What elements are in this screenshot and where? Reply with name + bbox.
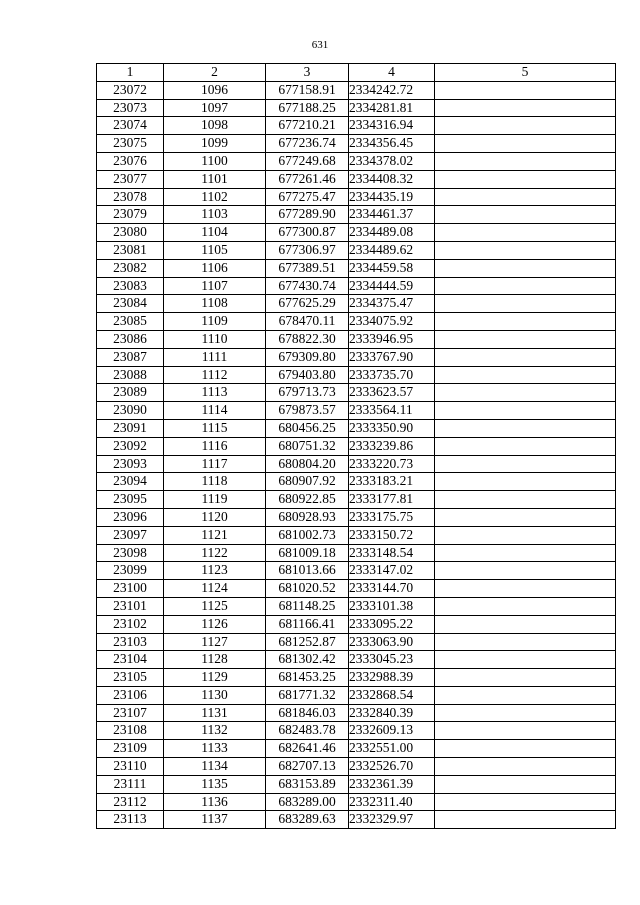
- row-id-cell: 23110: [97, 758, 164, 776]
- y-coordinate-cell: 2332361.39: [349, 775, 435, 793]
- point-number-cell: 1111: [164, 348, 266, 366]
- x-coordinate-cell: 682641.46: [266, 740, 349, 758]
- y-coordinate-cell: 2333735.70: [349, 366, 435, 384]
- x-coordinate-cell: 681453.25: [266, 669, 349, 687]
- y-coordinate-cell: 2333175.75: [349, 508, 435, 526]
- point-number-cell: 1103: [164, 206, 266, 224]
- point-number-cell: 1132: [164, 722, 266, 740]
- table-row: [97, 348, 616, 366]
- note-cell: [435, 224, 616, 242]
- note-cell: [435, 633, 616, 651]
- row-id-cell: 23107: [97, 704, 164, 722]
- point-number-cell: 1109: [164, 313, 266, 331]
- row-id-cell: 23074: [97, 117, 164, 135]
- point-number-cell: 1122: [164, 544, 266, 562]
- x-coordinate-cell: 678822.30: [266, 330, 349, 348]
- column-header-2: 2: [164, 64, 266, 82]
- table-row: [97, 330, 616, 348]
- table-row: [97, 562, 616, 580]
- note-cell: [435, 366, 616, 384]
- table-row: [97, 277, 616, 295]
- note-cell: [435, 206, 616, 224]
- note-cell: [435, 491, 616, 509]
- table-row: [97, 740, 616, 758]
- note-cell: [435, 704, 616, 722]
- x-coordinate-cell: 682707.13: [266, 758, 349, 776]
- point-number-cell: 1112: [164, 366, 266, 384]
- table-row: [97, 669, 616, 687]
- x-coordinate-cell: 683289.63: [266, 811, 349, 829]
- x-coordinate-cell: 683289.00: [266, 793, 349, 811]
- row-id-cell: 23072: [97, 81, 164, 99]
- note-cell: [435, 384, 616, 402]
- y-coordinate-cell: 2333101.38: [349, 597, 435, 615]
- table-row: [97, 224, 616, 242]
- point-number-cell: 1134: [164, 758, 266, 776]
- x-coordinate-cell: 681252.87: [266, 633, 349, 651]
- y-coordinate-cell: 2333239.86: [349, 437, 435, 455]
- x-coordinate-cell: 681846.03: [266, 704, 349, 722]
- x-coordinate-cell: 681009.18: [266, 544, 349, 562]
- column-header-4: 4: [349, 64, 435, 82]
- row-id-cell: 23108: [97, 722, 164, 740]
- table-row: [97, 313, 616, 331]
- point-number-cell: 1119: [164, 491, 266, 509]
- row-id-cell: 23095: [97, 491, 164, 509]
- row-id-cell: 23082: [97, 259, 164, 277]
- point-number-cell: 1135: [164, 775, 266, 793]
- column-header-5: 5: [435, 64, 616, 82]
- note-cell: [435, 793, 616, 811]
- table-row: [97, 455, 616, 473]
- note-cell: [435, 170, 616, 188]
- x-coordinate-cell: 680804.20: [266, 455, 349, 473]
- note-cell: [435, 402, 616, 420]
- note-cell: [435, 562, 616, 580]
- y-coordinate-cell: 2332840.39: [349, 704, 435, 722]
- x-coordinate-cell: 677249.68: [266, 152, 349, 170]
- row-id-cell: 23075: [97, 135, 164, 153]
- row-id-cell: 23103: [97, 633, 164, 651]
- y-coordinate-cell: 2332609.13: [349, 722, 435, 740]
- x-coordinate-cell: 677625.29: [266, 295, 349, 313]
- point-number-cell: 1114: [164, 402, 266, 420]
- point-number-cell: 1133: [164, 740, 266, 758]
- y-coordinate-cell: 2333946.95: [349, 330, 435, 348]
- table-row: [97, 170, 616, 188]
- point-number-cell: 1098: [164, 117, 266, 135]
- row-id-cell: 23113: [97, 811, 164, 829]
- y-coordinate-cell: 2332868.54: [349, 686, 435, 704]
- row-id-cell: 23100: [97, 580, 164, 598]
- x-coordinate-cell: 677236.74: [266, 135, 349, 153]
- x-coordinate-cell: 679873.57: [266, 402, 349, 420]
- x-coordinate-cell: 677389.51: [266, 259, 349, 277]
- note-cell: [435, 597, 616, 615]
- row-id-cell: 23109: [97, 740, 164, 758]
- note-cell: [435, 651, 616, 669]
- x-coordinate-cell: 677289.90: [266, 206, 349, 224]
- y-coordinate-cell: 2332311.40: [349, 793, 435, 811]
- point-number-cell: 1121: [164, 526, 266, 544]
- table-row: [97, 686, 616, 704]
- x-coordinate-cell: 681002.73: [266, 526, 349, 544]
- row-id-cell: 23077: [97, 170, 164, 188]
- note-cell: [435, 135, 616, 153]
- table-row: [97, 758, 616, 776]
- note-cell: [435, 348, 616, 366]
- y-coordinate-cell: 2334281.81: [349, 99, 435, 117]
- note-cell: [435, 419, 616, 437]
- point-number-cell: 1120: [164, 508, 266, 526]
- x-coordinate-cell: 677306.97: [266, 241, 349, 259]
- x-coordinate-cell: 677210.21: [266, 117, 349, 135]
- note-cell: [435, 669, 616, 687]
- row-id-cell: 23091: [97, 419, 164, 437]
- y-coordinate-cell: 2333623.57: [349, 384, 435, 402]
- x-coordinate-cell: 683153.89: [266, 775, 349, 793]
- table-row: [97, 402, 616, 420]
- table-row: [97, 437, 616, 455]
- table-row: [97, 188, 616, 206]
- y-coordinate-cell: 2333564.11: [349, 402, 435, 420]
- point-number-cell: 1127: [164, 633, 266, 651]
- y-coordinate-cell: 2333350.90: [349, 419, 435, 437]
- point-number-cell: 1118: [164, 473, 266, 491]
- row-id-cell: 23101: [97, 597, 164, 615]
- point-number-cell: 1130: [164, 686, 266, 704]
- row-id-cell: 23076: [97, 152, 164, 170]
- x-coordinate-cell: 681013.66: [266, 562, 349, 580]
- row-id-cell: 23102: [97, 615, 164, 633]
- row-id-cell: 23079: [97, 206, 164, 224]
- table-row: [97, 508, 616, 526]
- y-coordinate-cell: 2334356.45: [349, 135, 435, 153]
- y-coordinate-cell: 2334375.47: [349, 295, 435, 313]
- y-coordinate-cell: 2334489.08: [349, 224, 435, 242]
- table-row: [97, 544, 616, 562]
- table-row: [97, 491, 616, 509]
- point-number-cell: 1126: [164, 615, 266, 633]
- table-row: [97, 526, 616, 544]
- note-cell: [435, 81, 616, 99]
- y-coordinate-cell: 2334444.59: [349, 277, 435, 295]
- note-cell: [435, 313, 616, 331]
- table-row: [97, 633, 616, 651]
- note-cell: [435, 277, 616, 295]
- point-number-cell: 1136: [164, 793, 266, 811]
- y-coordinate-cell: 2333144.70: [349, 580, 435, 598]
- y-coordinate-cell: 2334242.72: [349, 81, 435, 99]
- x-coordinate-cell: 677430.74: [266, 277, 349, 295]
- x-coordinate-cell: 681771.32: [266, 686, 349, 704]
- row-id-cell: 23098: [97, 544, 164, 562]
- table-row: [97, 117, 616, 135]
- x-coordinate-cell: 681020.52: [266, 580, 349, 598]
- x-coordinate-cell: 679309.80: [266, 348, 349, 366]
- row-id-cell: 23112: [97, 793, 164, 811]
- table-row: [97, 722, 616, 740]
- note-cell: [435, 117, 616, 135]
- table-row: [97, 419, 616, 437]
- table-row: [97, 295, 616, 313]
- table-row: [97, 651, 616, 669]
- x-coordinate-cell: 681166.41: [266, 615, 349, 633]
- point-number-cell: 1102: [164, 188, 266, 206]
- y-coordinate-cell: 2334408.32: [349, 170, 435, 188]
- row-id-cell: 23104: [97, 651, 164, 669]
- point-number-cell: 1108: [164, 295, 266, 313]
- note-cell: [435, 330, 616, 348]
- x-coordinate-cell: 680922.85: [266, 491, 349, 509]
- x-coordinate-cell: 682483.78: [266, 722, 349, 740]
- row-id-cell: 23097: [97, 526, 164, 544]
- table-row: [97, 580, 616, 598]
- point-number-cell: 1115: [164, 419, 266, 437]
- point-number-cell: 1124: [164, 580, 266, 598]
- point-number-cell: 1113: [164, 384, 266, 402]
- x-coordinate-cell: 680907.92: [266, 473, 349, 491]
- y-coordinate-cell: 2332526.70: [349, 758, 435, 776]
- table-row: [97, 473, 616, 491]
- note-cell: [435, 295, 616, 313]
- y-coordinate-cell: 2334459.58: [349, 259, 435, 277]
- note-cell: [435, 740, 616, 758]
- note-cell: [435, 526, 616, 544]
- y-coordinate-cell: 2332988.39: [349, 669, 435, 687]
- row-id-cell: 23092: [97, 437, 164, 455]
- row-id-cell: 23086: [97, 330, 164, 348]
- note-cell: [435, 473, 616, 491]
- table-row: [97, 704, 616, 722]
- table-row: [97, 99, 616, 117]
- point-number-cell: 1137: [164, 811, 266, 829]
- table-body: [97, 81, 616, 828]
- note-cell: [435, 188, 616, 206]
- point-number-cell: 1128: [164, 651, 266, 669]
- point-number-cell: 1104: [164, 224, 266, 242]
- point-number-cell: 1101: [164, 170, 266, 188]
- y-coordinate-cell: 2333150.72: [349, 526, 435, 544]
- point-number-cell: 1125: [164, 597, 266, 615]
- note-cell: [435, 722, 616, 740]
- x-coordinate-cell: 677275.47: [266, 188, 349, 206]
- point-number-cell: 1131: [164, 704, 266, 722]
- x-coordinate-cell: 679403.80: [266, 366, 349, 384]
- table-row: [97, 384, 616, 402]
- x-coordinate-cell: 679713.73: [266, 384, 349, 402]
- table-row: [97, 775, 616, 793]
- x-coordinate-cell: 678470.11: [266, 313, 349, 331]
- point-number-cell: 1107: [164, 277, 266, 295]
- row-id-cell: 23083: [97, 277, 164, 295]
- y-coordinate-cell: 2334378.02: [349, 152, 435, 170]
- table-row: [97, 81, 616, 99]
- coordinates-table: [96, 63, 616, 829]
- y-coordinate-cell: 2334075.92: [349, 313, 435, 331]
- row-id-cell: 23094: [97, 473, 164, 491]
- note-cell: [435, 437, 616, 455]
- note-cell: [435, 775, 616, 793]
- row-id-cell: 23105: [97, 669, 164, 687]
- point-number-cell: 1123: [164, 562, 266, 580]
- y-coordinate-cell: 2333148.54: [349, 544, 435, 562]
- note-cell: [435, 758, 616, 776]
- x-coordinate-cell: 677261.46: [266, 170, 349, 188]
- note-cell: [435, 455, 616, 473]
- point-number-cell: 1097: [164, 99, 266, 117]
- row-id-cell: 23088: [97, 366, 164, 384]
- point-number-cell: 1105: [164, 241, 266, 259]
- row-id-cell: 23093: [97, 455, 164, 473]
- row-id-cell: 23106: [97, 686, 164, 704]
- note-cell: [435, 152, 616, 170]
- y-coordinate-cell: 2334489.62: [349, 241, 435, 259]
- point-number-cell: 1117: [164, 455, 266, 473]
- point-number-cell: 1129: [164, 669, 266, 687]
- y-coordinate-cell: 2333177.81: [349, 491, 435, 509]
- y-coordinate-cell: 2333063.90: [349, 633, 435, 651]
- y-coordinate-cell: 2333045.23: [349, 651, 435, 669]
- y-coordinate-cell: 2333183.21: [349, 473, 435, 491]
- note-cell: [435, 686, 616, 704]
- point-number-cell: 1100: [164, 152, 266, 170]
- y-coordinate-cell: 2333147.02: [349, 562, 435, 580]
- note-cell: [435, 508, 616, 526]
- x-coordinate-cell: 681302.42: [266, 651, 349, 669]
- y-coordinate-cell: 2333095.22: [349, 615, 435, 633]
- note-cell: [435, 241, 616, 259]
- point-number-cell: 1116: [164, 437, 266, 455]
- y-coordinate-cell: 2332551.00: [349, 740, 435, 758]
- table-row: [97, 259, 616, 277]
- page-number: 631: [311, 39, 329, 51]
- table-row: [97, 597, 616, 615]
- table-row: [97, 793, 616, 811]
- table-header-row: [97, 64, 616, 82]
- point-number-cell: 1096: [164, 81, 266, 99]
- row-id-cell: 23111: [97, 775, 164, 793]
- note-cell: [435, 99, 616, 117]
- table-row: [97, 366, 616, 384]
- x-coordinate-cell: 677158.91: [266, 81, 349, 99]
- x-coordinate-cell: 680751.32: [266, 437, 349, 455]
- point-number-cell: 1099: [164, 135, 266, 153]
- table-row: [97, 206, 616, 224]
- table-row: [97, 811, 616, 829]
- row-id-cell: 23085: [97, 313, 164, 331]
- y-coordinate-cell: 2334316.94: [349, 117, 435, 135]
- y-coordinate-cell: 2334435.19: [349, 188, 435, 206]
- row-id-cell: 23087: [97, 348, 164, 366]
- note-cell: [435, 544, 616, 562]
- row-id-cell: 23084: [97, 295, 164, 313]
- note-cell: [435, 615, 616, 633]
- table-row: [97, 241, 616, 259]
- row-id-cell: 23090: [97, 402, 164, 420]
- x-coordinate-cell: 677188.25: [266, 99, 349, 117]
- note-cell: [435, 811, 616, 829]
- row-id-cell: 23073: [97, 99, 164, 117]
- y-coordinate-cell: 2333220.73: [349, 455, 435, 473]
- row-id-cell: 23096: [97, 508, 164, 526]
- point-number-cell: 1110: [164, 330, 266, 348]
- note-cell: [435, 259, 616, 277]
- x-coordinate-cell: 677300.87: [266, 224, 349, 242]
- row-id-cell: 23089: [97, 384, 164, 402]
- x-coordinate-cell: 680928.93: [266, 508, 349, 526]
- y-coordinate-cell: 2333767.90: [349, 348, 435, 366]
- row-id-cell: 23081: [97, 241, 164, 259]
- note-cell: [435, 580, 616, 598]
- column-header-3: 3: [266, 64, 349, 82]
- point-number-cell: 1106: [164, 259, 266, 277]
- table-row: [97, 135, 616, 153]
- row-id-cell: 23080: [97, 224, 164, 242]
- row-id-cell: 23078: [97, 188, 164, 206]
- y-coordinate-cell: 2332329.97: [349, 811, 435, 829]
- y-coordinate-cell: 2334461.37: [349, 206, 435, 224]
- table-row: [97, 152, 616, 170]
- x-coordinate-cell: 681148.25: [266, 597, 349, 615]
- row-id-cell: 23099: [97, 562, 164, 580]
- column-header-1: 1: [97, 64, 164, 82]
- x-coordinate-cell: 680456.25: [266, 419, 349, 437]
- table-row: [97, 615, 616, 633]
